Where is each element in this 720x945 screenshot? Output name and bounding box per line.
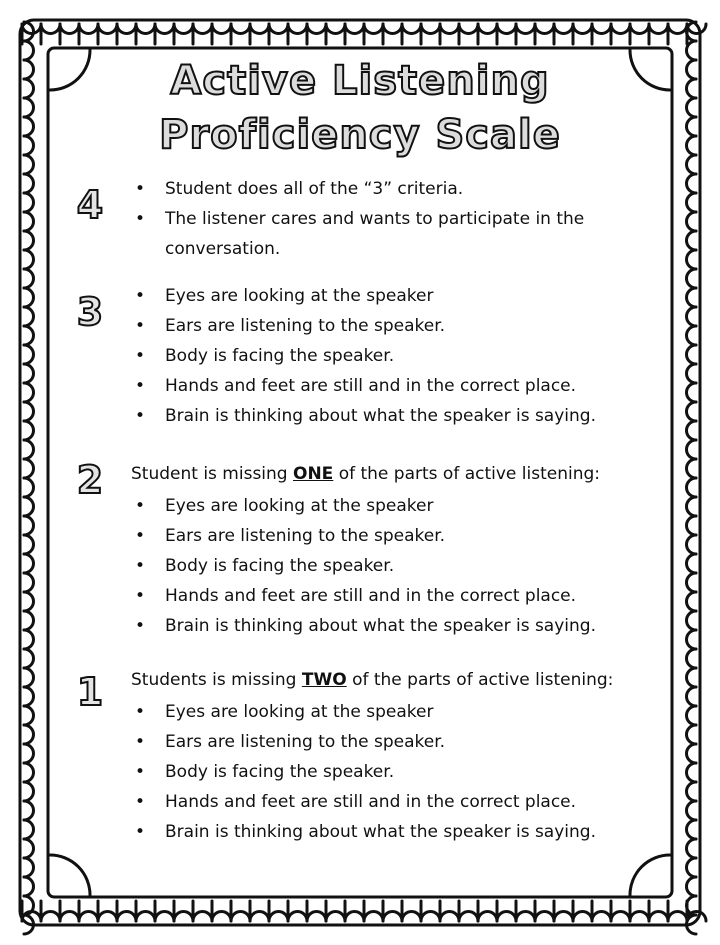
list-item: • Student does all of the “3” criteria. bbox=[165, 174, 665, 204]
intro-text: of the parts of active listening: bbox=[333, 464, 601, 484]
level-2-list bbox=[165, 491, 665, 641]
list-item: • Ears are listening to the speaker. bbox=[165, 521, 665, 551]
intro-emphasis: TWO bbox=[301, 670, 347, 690]
list-item: • Brain is thinking about what the speaker is saying. bbox=[165, 611, 665, 641]
list-item: • Brain is thinking about what the speaker is saying. bbox=[165, 817, 665, 847]
intro-text: Students is missing bbox=[131, 670, 302, 690]
list-item: • Eyes are looking at the speaker bbox=[165, 281, 665, 311]
level-2-number: 2 bbox=[76, 458, 104, 502]
intro-emphasis: ONE bbox=[293, 464, 334, 484]
level-1-number: 1 bbox=[76, 670, 104, 714]
intro-text: Student is missing bbox=[131, 464, 293, 484]
level-1-intro bbox=[131, 670, 613, 690]
list-item: • Eyes are looking at the speaker bbox=[165, 697, 665, 727]
intro-text: of the parts of active listening: bbox=[346, 670, 614, 690]
title-line-1: Active Listening bbox=[170, 58, 550, 104]
title-line-2: Proficiency Scale bbox=[159, 112, 561, 158]
level-3-list bbox=[165, 281, 665, 431]
list-item: • Body is facing the speaker. bbox=[165, 341, 665, 371]
list-item list-item-continuation: conversation. bbox=[165, 239, 281, 259]
list-item: • Hands and feet are still and in the correct place. bbox=[165, 371, 665, 401]
level-1-list bbox=[165, 697, 665, 847]
list-item: • Hands and feet are still and in the correct place. bbox=[165, 787, 665, 817]
list-item: • Hands and feet are still and in the correct place. bbox=[165, 581, 665, 611]
level-3-number: 3 bbox=[76, 290, 104, 334]
list-item: • The listener cares and wants to participate in the bbox=[165, 204, 665, 234]
level-4-number: 4 bbox=[76, 183, 104, 227]
list-item: • Body is facing the speaker. bbox=[165, 551, 665, 581]
list-item: • Eyes are looking at the speaker bbox=[165, 491, 665, 521]
level-2-intro bbox=[131, 464, 600, 484]
level-4-list bbox=[165, 174, 665, 264]
list-item: • Ears are listening to the speaker. bbox=[165, 311, 665, 341]
list-item: • Brain is thinking about what the speaker is saying. bbox=[165, 401, 665, 431]
list-item: • Ears are listening to the speaker. bbox=[165, 727, 665, 757]
list-item: • Body is facing the speaker. bbox=[165, 757, 665, 787]
